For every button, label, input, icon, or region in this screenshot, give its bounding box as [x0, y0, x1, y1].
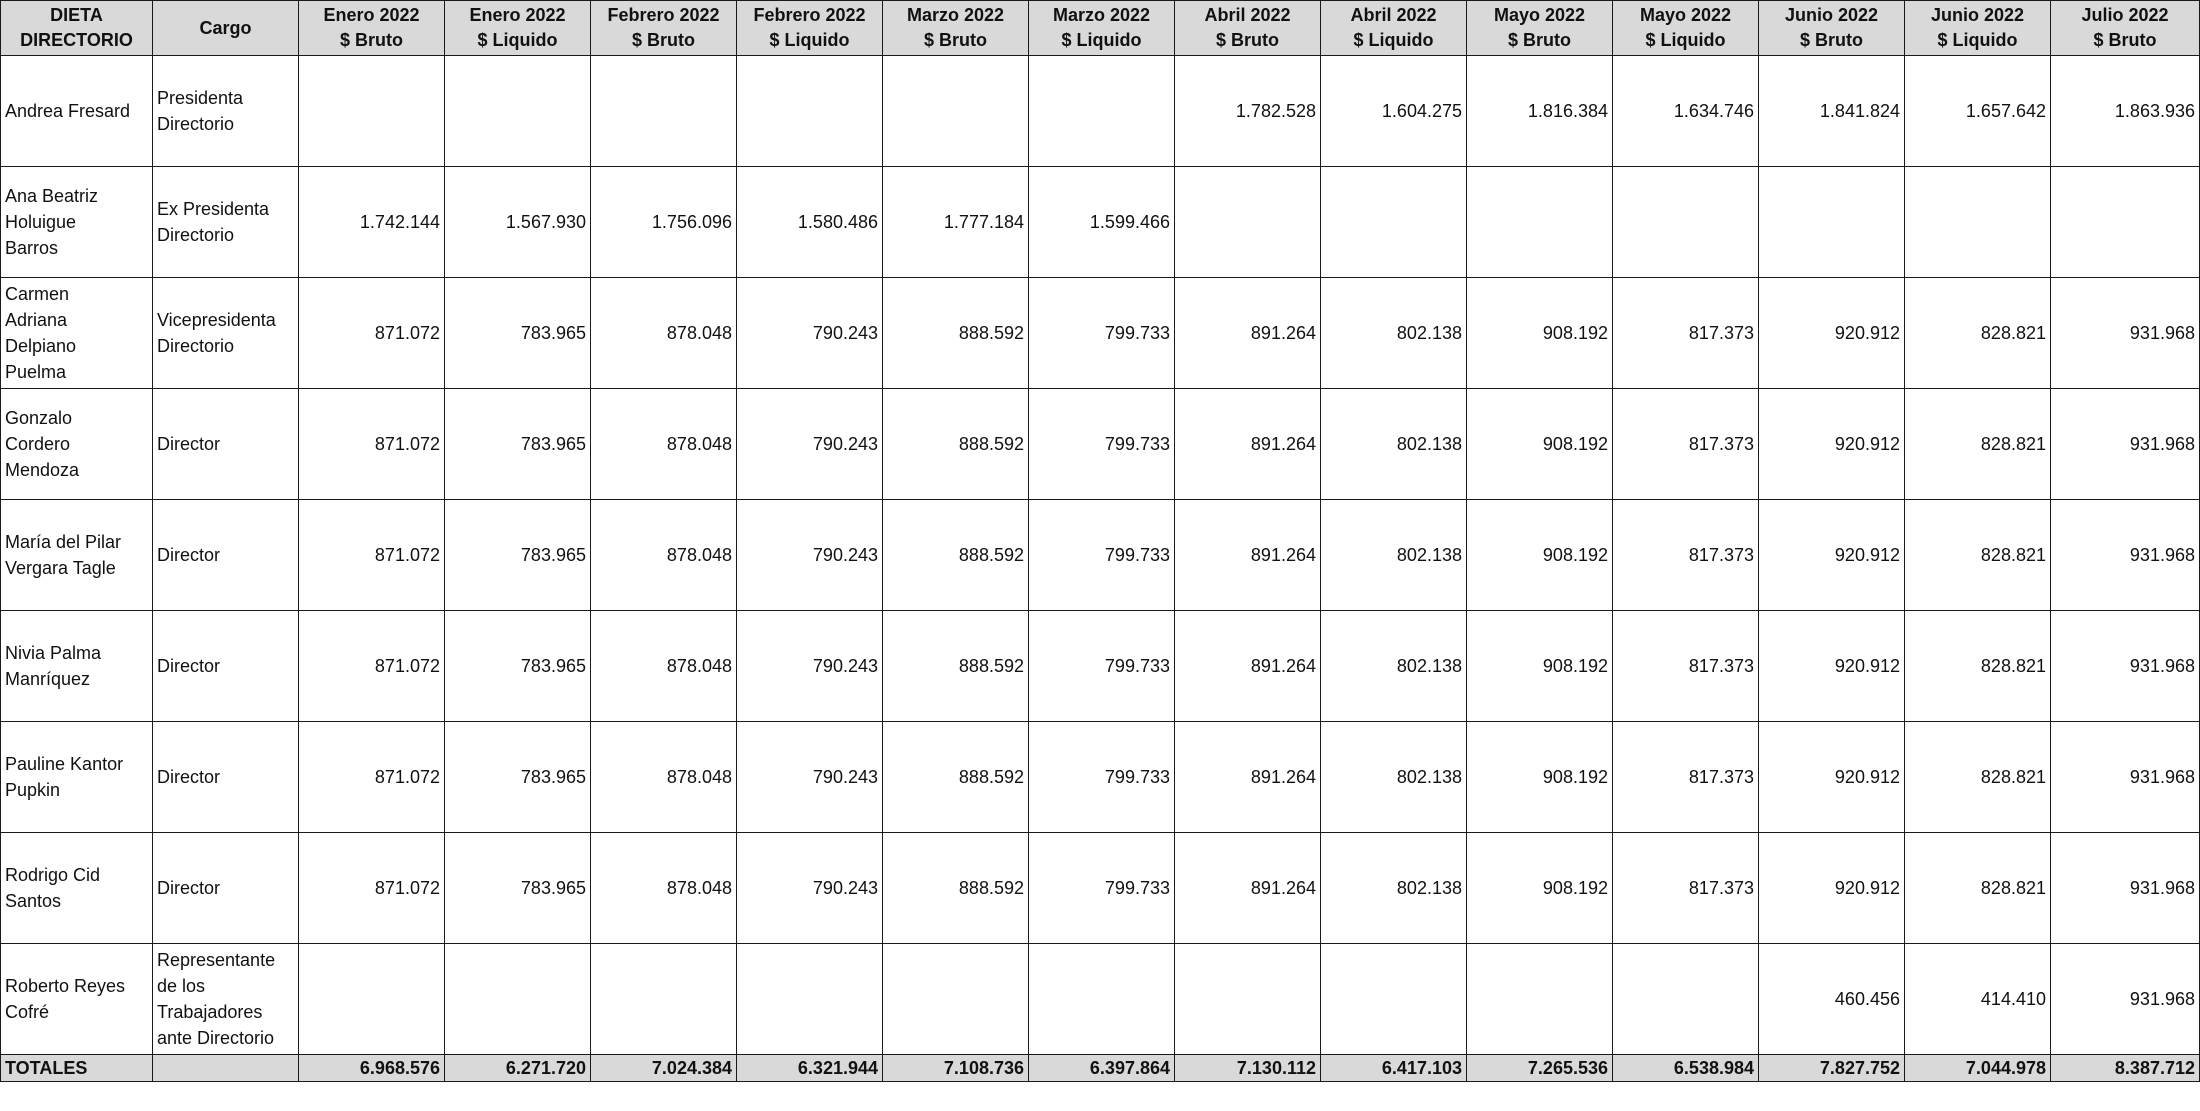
amount-cell: 878.048	[591, 722, 737, 833]
header-line: DIETA	[50, 5, 103, 25]
amount-cell: 1.742.144	[299, 167, 445, 278]
name-line: Adriana	[5, 310, 68, 330]
amount-cell: 920.912	[1759, 833, 1905, 944]
header-month: Febrero 2022	[753, 5, 866, 25]
director-cargo	[153, 944, 299, 1055]
amount-cell: 888.592	[883, 389, 1029, 500]
amount-cell: 920.912	[1759, 500, 1905, 611]
amount-cell: 790.243	[737, 500, 883, 611]
header-month: Mayo 2022	[1493, 5, 1586, 25]
total-amount-cell: 6.271.720	[445, 1055, 591, 1082]
table-row	[1, 833, 2200, 944]
cargo-line: Directorio	[157, 225, 235, 245]
amount-cell: 802.138	[1321, 500, 1467, 611]
header-amount-type: $ Bruto	[1216, 30, 1279, 50]
total-amount-cell: 7.265.536	[1467, 1055, 1613, 1082]
header-month: Marzo 2022	[906, 5, 1005, 25]
table-row	[1, 500, 2200, 611]
amount-cell: 414.410	[1905, 944, 2051, 1055]
cargo-line: ante Directorio	[157, 1028, 275, 1048]
amount-cell: 802.138	[1321, 722, 1467, 833]
amount-cell: 908.192	[1467, 278, 1613, 389]
header-amount-type: $ Bruto	[1800, 30, 1863, 50]
amount-cell: 1.567.930	[445, 167, 591, 278]
amount-cell: 908.192	[1467, 500, 1613, 611]
director-cargo	[153, 278, 299, 389]
amount-cell: 783.965	[445, 722, 591, 833]
header-amount-type: $ Bruto	[632, 30, 695, 50]
name-line: Andrea Fresard	[5, 101, 131, 121]
amount-cell: 790.243	[737, 722, 883, 833]
amount-cell	[1029, 944, 1175, 1055]
amount-cell: 1.756.096	[591, 167, 737, 278]
amount-cell: 1.634.746	[1613, 56, 1759, 167]
table-row	[1, 278, 2200, 389]
header-month-column	[1467, 1, 1613, 56]
amount-cell: 871.072	[299, 611, 445, 722]
amount-cell	[883, 56, 1029, 167]
amount-cell: 931.968	[2051, 722, 2200, 833]
amount-cell: 871.072	[299, 833, 445, 944]
amount-cell	[1029, 56, 1175, 167]
director-name	[1, 500, 153, 611]
amount-cell: 783.965	[445, 611, 591, 722]
header-month-column	[1905, 1, 2051, 56]
amount-cell: 817.373	[1613, 389, 1759, 500]
amount-cell	[445, 56, 591, 167]
name-line: Pupkin	[5, 780, 61, 800]
amount-cell: 802.138	[1321, 833, 1467, 944]
amount-cell: 799.733	[1029, 722, 1175, 833]
director-cargo	[153, 500, 299, 611]
cargo-line: Ex Presidenta	[157, 199, 270, 219]
cargo-line: Director	[157, 434, 221, 454]
amount-cell: 817.373	[1613, 500, 1759, 611]
cargo-line: Director	[157, 878, 221, 898]
total-amount-cell: 8.387.712	[2051, 1055, 2200, 1082]
name-line: Rodrigo Cid	[5, 865, 101, 885]
name-line: Manríquez	[5, 669, 91, 689]
header-month-column	[1175, 1, 1321, 56]
cargo-line: Presidenta	[157, 88, 244, 108]
header-month: Junio 2022	[1784, 5, 1879, 25]
header-row	[1, 1, 2200, 56]
table-row	[1, 722, 2200, 833]
name-line: Pauline Kantor	[5, 754, 124, 774]
amount-cell: 799.733	[1029, 833, 1175, 944]
header-month: Abril 2022	[1204, 5, 1291, 25]
amount-cell: 1.657.642	[1905, 56, 2051, 167]
name-line: Cofré	[5, 1002, 50, 1022]
amount-cell: 891.264	[1175, 278, 1321, 389]
amount-cell: 908.192	[1467, 833, 1613, 944]
header-month-column	[299, 1, 445, 56]
amount-cell: 783.965	[445, 389, 591, 500]
amount-cell	[299, 944, 445, 1055]
director-name	[1, 278, 153, 389]
director-cargo	[153, 389, 299, 500]
total-amount-cell: 7.108.736	[883, 1055, 1029, 1082]
header-amount-type: $ Bruto	[924, 30, 987, 50]
total-amount-cell: 6.538.984	[1613, 1055, 1759, 1082]
header-amount-type: $ Bruto	[2093, 30, 2157, 50]
header-month: Abril 2022	[1350, 5, 1437, 25]
name-line: Carmen	[5, 284, 70, 304]
director-name	[1, 56, 153, 167]
amount-cell: 1.863.936	[2051, 56, 2200, 167]
amount-cell: 783.965	[445, 278, 591, 389]
amount-cell: 908.192	[1467, 722, 1613, 833]
amount-cell	[299, 56, 445, 167]
cargo-line: Director	[157, 545, 221, 565]
director-name	[1, 167, 153, 278]
amount-cell: 828.821	[1905, 389, 2051, 500]
amount-cell: 802.138	[1321, 389, 1467, 500]
amount-cell: 888.592	[883, 722, 1029, 833]
header-month-column	[883, 1, 1029, 56]
cargo-line: Director	[157, 767, 221, 787]
table-row	[1, 944, 2200, 1055]
director-name	[1, 389, 153, 500]
amount-cell	[1467, 167, 1613, 278]
amount-cell	[737, 56, 883, 167]
header-amount-type: $ Liquido	[1061, 30, 1142, 50]
amount-cell: 878.048	[591, 833, 737, 944]
amount-cell: 828.821	[1905, 278, 2051, 389]
total-amount-cell: 6.968.576	[299, 1055, 445, 1082]
amount-cell: 1.580.486	[737, 167, 883, 278]
name-line: Holuigue	[5, 212, 77, 232]
amount-cell: 790.243	[737, 389, 883, 500]
table-row	[1, 611, 2200, 722]
cargo-line: Vicepresidenta	[157, 310, 276, 330]
amount-cell: 1.782.528	[1175, 56, 1321, 167]
header-month: Febrero 2022	[607, 5, 720, 25]
amount-cell: 799.733	[1029, 389, 1175, 500]
header-month: Julio 2022	[2081, 5, 2169, 25]
table-row	[1, 389, 2200, 500]
director-cargo	[153, 833, 299, 944]
amount-cell: 817.373	[1613, 722, 1759, 833]
amount-cell	[737, 944, 883, 1055]
amount-cell: 891.264	[1175, 833, 1321, 944]
director-cargo	[153, 611, 299, 722]
total-amount-cell: 7.130.112	[1175, 1055, 1321, 1082]
total-amount-cell: 7.024.384	[591, 1055, 737, 1082]
amount-cell: 817.373	[1613, 833, 1759, 944]
amount-cell: 871.072	[299, 278, 445, 389]
cargo-line: Directorio	[157, 336, 235, 356]
amount-cell	[1905, 167, 2051, 278]
amount-cell: 920.912	[1759, 722, 1905, 833]
name-line: Ana Beatriz	[5, 186, 99, 206]
amount-cell: 908.192	[1467, 611, 1613, 722]
amount-cell: 920.912	[1759, 278, 1905, 389]
amount-cell: 871.072	[299, 389, 445, 500]
amount-cell: 1.777.184	[883, 167, 1029, 278]
amount-cell: 931.968	[2051, 833, 2200, 944]
name-line: Santos	[5, 891, 62, 911]
header-cargo: Cargo	[153, 1, 299, 56]
amount-cell: 920.912	[1759, 611, 1905, 722]
cargo-line: Trabajadores	[157, 1002, 263, 1022]
amount-cell: 783.965	[445, 833, 591, 944]
amount-cell: 931.968	[2051, 278, 2200, 389]
amount-cell: 790.243	[737, 833, 883, 944]
amount-cell	[1467, 944, 1613, 1055]
director-name	[1, 944, 153, 1055]
cargo-line: Representante	[157, 950, 276, 970]
amount-cell: 891.264	[1175, 722, 1321, 833]
amount-cell	[1321, 944, 1467, 1055]
name-line: Mendoza	[5, 460, 80, 480]
header-amount-type: $ Liquido	[769, 30, 850, 50]
amount-cell	[1175, 167, 1321, 278]
name-line: Delpiano	[5, 336, 77, 356]
amount-cell: 878.048	[591, 611, 737, 722]
header-month-column	[445, 1, 591, 56]
director-cargo	[153, 722, 299, 833]
amount-cell	[1175, 944, 1321, 1055]
name-line: Nivia Palma	[5, 643, 102, 663]
director-name	[1, 611, 153, 722]
amount-cell: 931.968	[2051, 389, 2200, 500]
table-row	[1, 167, 2200, 278]
header-month: Junio 2022	[1930, 5, 2025, 25]
amount-cell: 891.264	[1175, 611, 1321, 722]
director-name	[1, 833, 153, 944]
totals-label: TOTALES	[1, 1055, 153, 1082]
director-name	[1, 722, 153, 833]
header-amount-type: $ Liquido	[1645, 30, 1726, 50]
total-amount-cell: 6.417.103	[1321, 1055, 1467, 1082]
amount-cell: 931.968	[2051, 944, 2200, 1055]
amount-cell	[1613, 944, 1759, 1055]
name-line: Cordero	[5, 434, 71, 454]
amount-cell: 783.965	[445, 500, 591, 611]
amount-cell: 790.243	[737, 611, 883, 722]
header-month-column	[1759, 1, 1905, 56]
cargo-line: Directorio	[157, 114, 235, 134]
table-row	[1, 56, 2200, 167]
director-cargo	[153, 56, 299, 167]
header-amount-type: $ Liquido	[1353, 30, 1434, 50]
amount-cell: 828.821	[1905, 500, 2051, 611]
name-line: Puelma	[5, 362, 67, 382]
amount-cell: 799.733	[1029, 278, 1175, 389]
amount-cell: 888.592	[883, 611, 1029, 722]
amount-cell: 908.192	[1467, 389, 1613, 500]
header-month-column	[1613, 1, 1759, 56]
header-month: Marzo 2022	[1052, 5, 1151, 25]
amount-cell	[1613, 167, 1759, 278]
amount-cell: 878.048	[591, 389, 737, 500]
header-month-column	[1029, 1, 1175, 56]
amount-cell: 460.456	[1759, 944, 1905, 1055]
amount-cell: 799.733	[1029, 611, 1175, 722]
header-amount-type: $ Bruto	[1508, 30, 1571, 50]
header-month-column	[591, 1, 737, 56]
totals-cargo	[153, 1055, 299, 1082]
amount-cell: 790.243	[737, 278, 883, 389]
table-body	[1, 56, 2200, 1082]
total-amount-cell: 7.044.978	[1905, 1055, 2051, 1082]
amount-cell	[1321, 167, 1467, 278]
amount-cell: 1.841.824	[1759, 56, 1905, 167]
amount-cell	[445, 944, 591, 1055]
header-amount-type: $ Liquido	[1937, 30, 2018, 50]
amount-cell	[883, 944, 1029, 1055]
amount-cell: 888.592	[883, 278, 1029, 389]
header-dieta-directorio	[1, 1, 153, 56]
amount-cell: 931.968	[2051, 611, 2200, 722]
header-amount-type: $ Liquido	[477, 30, 558, 50]
header-month: Mayo 2022	[1639, 5, 1732, 25]
amount-cell: 828.821	[1905, 722, 2051, 833]
cargo-line: de los	[157, 976, 206, 996]
name-line: María del Pilar	[5, 532, 122, 552]
amount-cell: 828.821	[1905, 833, 2051, 944]
amount-cell: 878.048	[591, 500, 737, 611]
amount-cell	[591, 56, 737, 167]
amount-cell: 888.592	[883, 833, 1029, 944]
amount-cell: 920.912	[1759, 389, 1905, 500]
header-month-column	[2051, 1, 2200, 56]
name-line: Vergara Tagle	[5, 558, 116, 578]
totals-row	[1, 1055, 2200, 1082]
name-line: Barros	[5, 238, 59, 258]
amount-cell: 891.264	[1175, 389, 1321, 500]
amount-cell: 891.264	[1175, 500, 1321, 611]
amount-cell: 931.968	[2051, 500, 2200, 611]
director-cargo	[153, 167, 299, 278]
amount-cell	[1759, 167, 1905, 278]
total-amount-cell: 6.397.864	[1029, 1055, 1175, 1082]
header-month-column	[737, 1, 883, 56]
amount-cell: 878.048	[591, 278, 737, 389]
amount-cell: 802.138	[1321, 611, 1467, 722]
amount-cell: 1.599.466	[1029, 167, 1175, 278]
name-line: Gonzalo	[5, 408, 73, 428]
amount-cell	[591, 944, 737, 1055]
cargo-line: Director	[157, 656, 221, 676]
header-month-column	[1321, 1, 1467, 56]
amount-cell	[2051, 167, 2200, 278]
amount-cell: 828.821	[1905, 611, 2051, 722]
amount-cell: 1.816.384	[1467, 56, 1613, 167]
amount-cell: 817.373	[1613, 611, 1759, 722]
header-month: Enero 2022	[323, 5, 420, 25]
header-amount-type: $ Bruto	[340, 30, 403, 50]
amount-cell: 802.138	[1321, 278, 1467, 389]
amount-cell: 871.072	[299, 500, 445, 611]
header-line: DIRECTORIO	[20, 30, 133, 50]
amount-cell: 888.592	[883, 500, 1029, 611]
amount-cell: 1.604.275	[1321, 56, 1467, 167]
amount-cell: 817.373	[1613, 278, 1759, 389]
amount-cell: 871.072	[299, 722, 445, 833]
amount-cell: 799.733	[1029, 500, 1175, 611]
total-amount-cell: 7.827.752	[1759, 1055, 1905, 1082]
name-line: Roberto Reyes	[5, 976, 126, 996]
total-amount-cell: 6.321.944	[737, 1055, 883, 1082]
header-month: Enero 2022	[469, 5, 566, 25]
